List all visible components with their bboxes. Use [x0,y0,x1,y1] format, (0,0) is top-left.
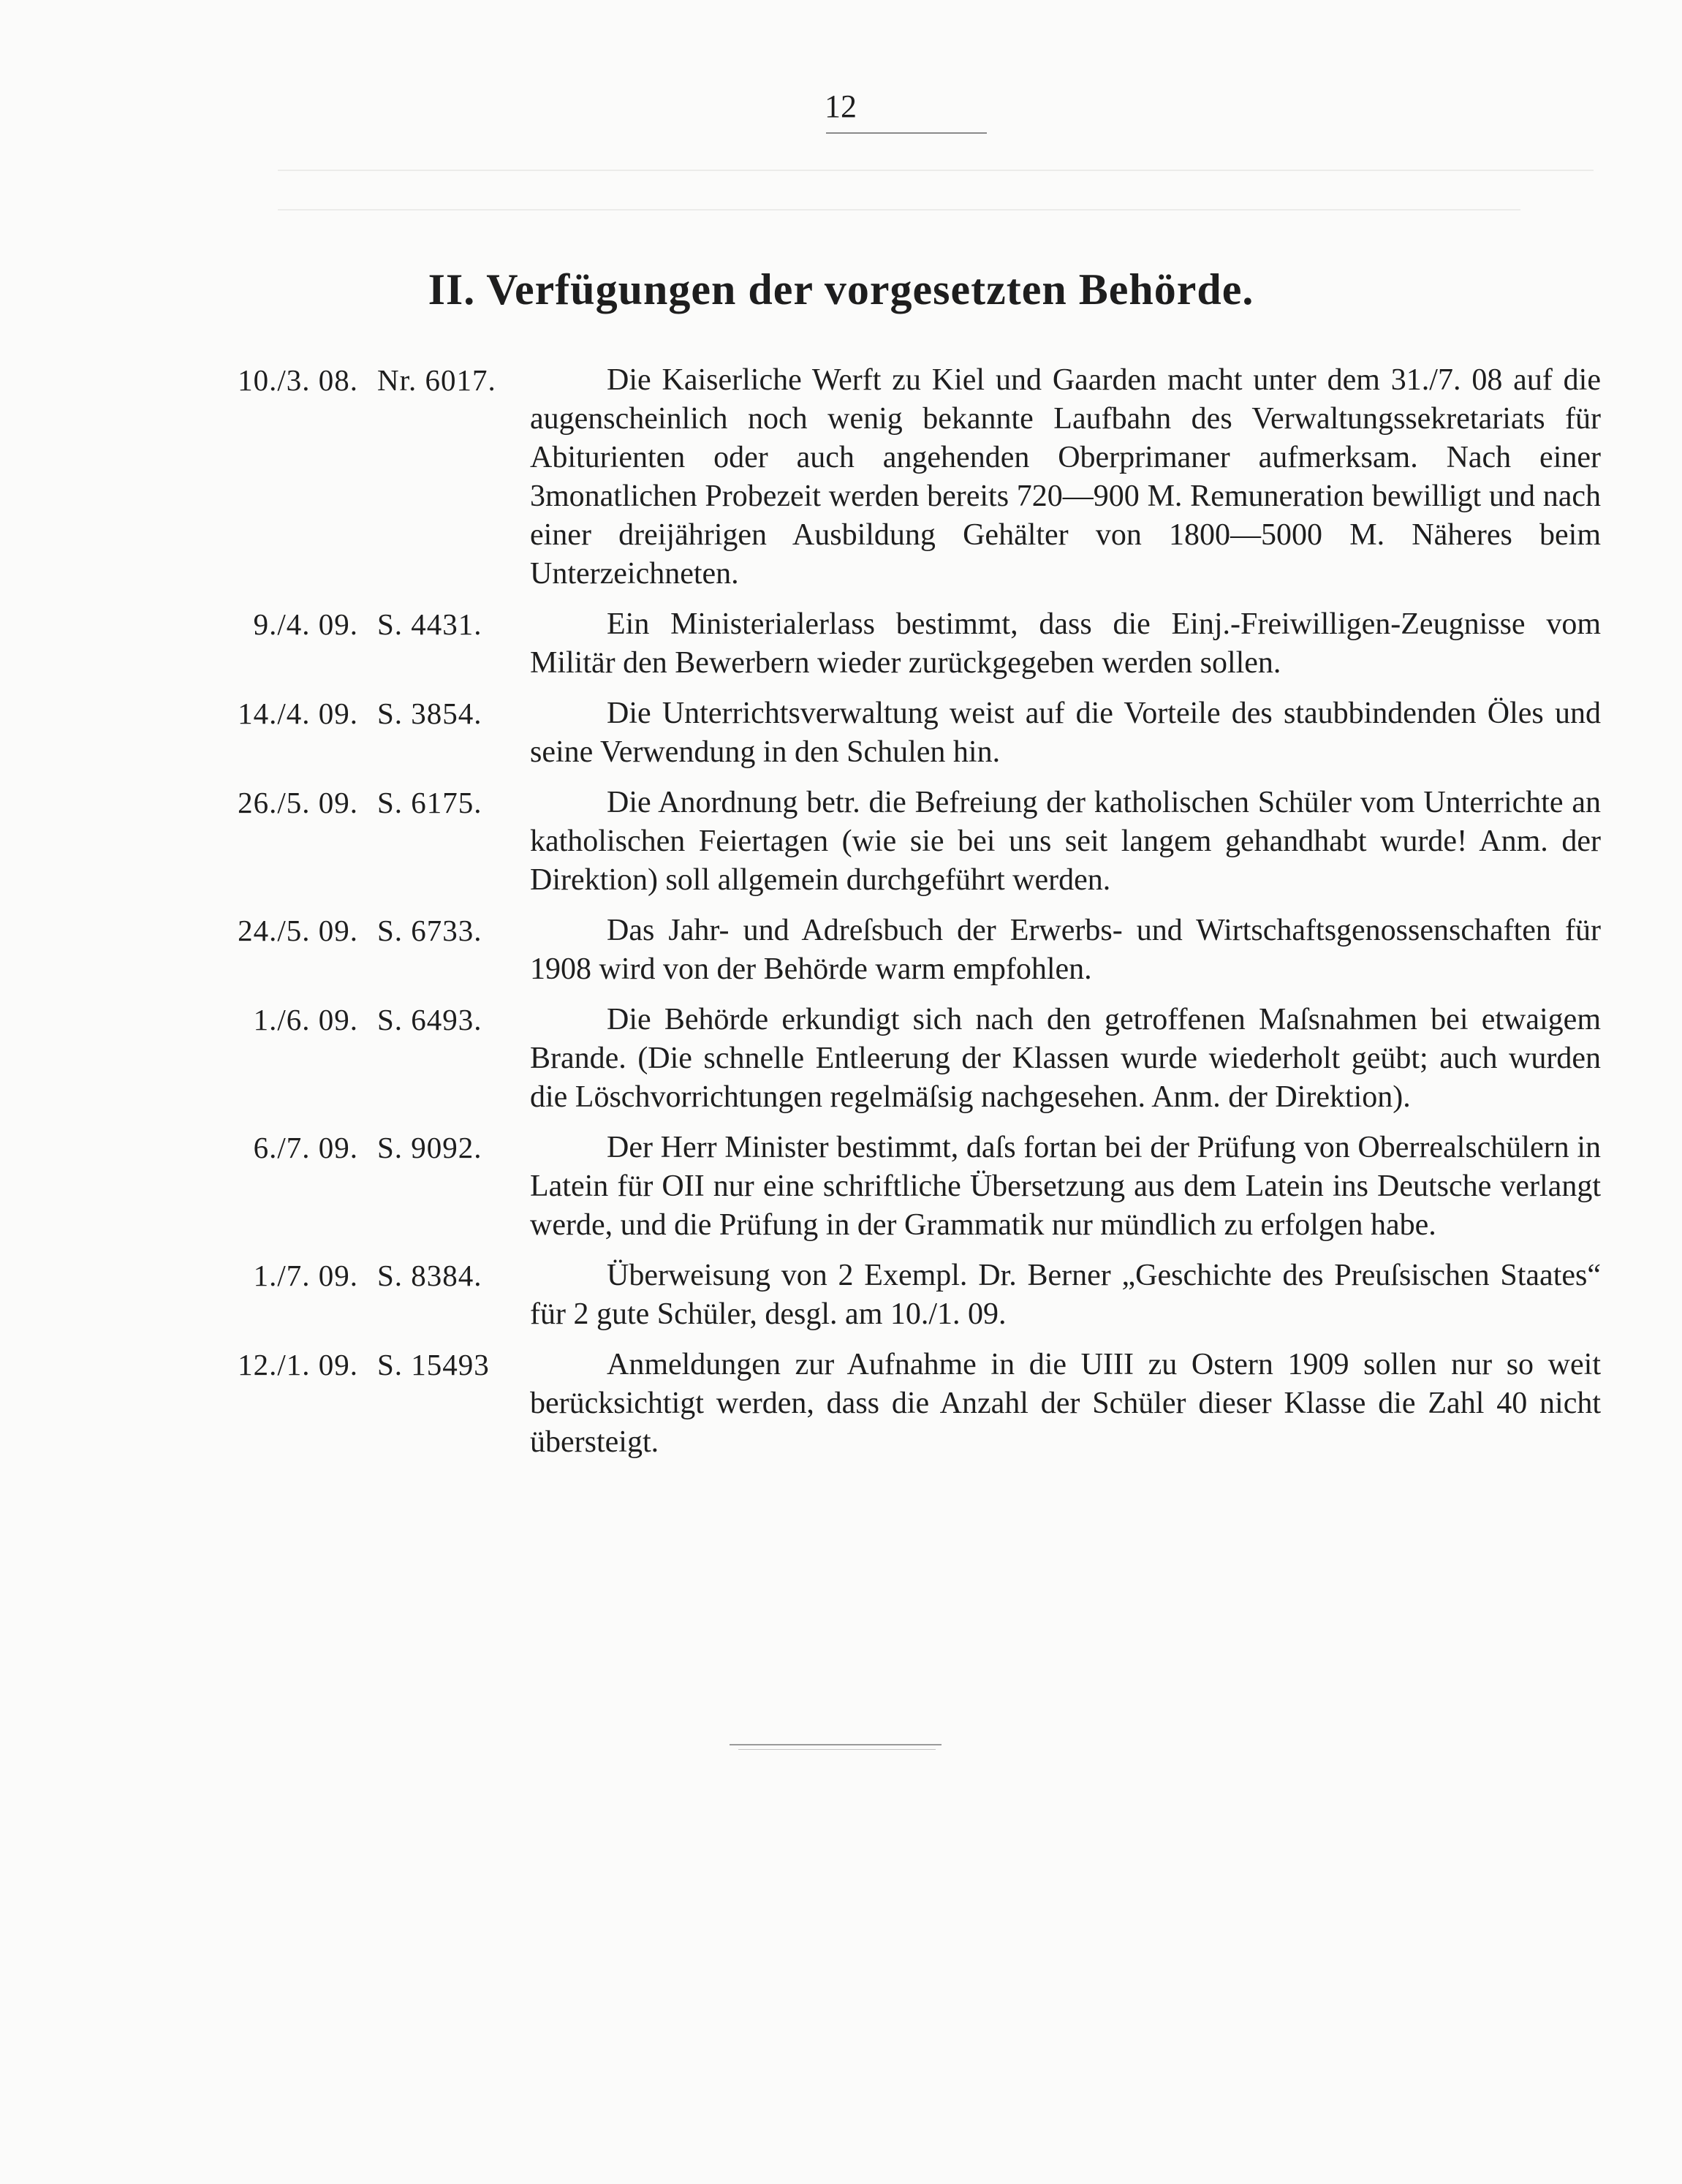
decree-number: S. 6733. [377,914,482,947]
decree-entry [197,605,1601,683]
decree-reference [197,605,519,644]
decree-entry [197,694,1601,772]
decree-text: Anmeldungen zur Aufnahme in die UIII zu Ostern 1909 sollen nur so weit berücksichtigt werden, dass die Anzahl der Schüler dieser Klasse die Zahl 40 nicht übersteigt. [530,1348,1601,1459]
decree-entry [197,1346,1601,1462]
decree-date: 1./7. 09. [253,1259,358,1292]
bleed-through-line [278,209,1520,211]
decree-text: Die Behörde erkundigt sich nach den getroffenen Maſsnahmen bei etwaigem Brande. (Die schnelle Entleerung der Klassen wurde wiederholt geübt; auch wurden die Löschvorrichtungen regelmäſsig nachgesehen. Anm. der Direktion). [530,1003,1601,1114]
bleed-through-line [278,170,1594,171]
decree-date: 1./6. 09. [253,1003,358,1036]
decree-date: 10./3. 08. [238,363,358,397]
decree-date: 14./4. 09. [238,697,358,730]
decree-reference [197,784,519,822]
decree-text: Die Anordnung betr. die Befreiung der katholischen Schüler vom Unterrichte an katholischen Feiertagen (wie sie bei uns seit langem gehandhabt wurde! Anm. der Direktion) soll allgemein durchgeführt werden. [530,786,1601,897]
decree-reference [197,911,519,950]
decree-entry [197,784,1601,900]
decree-reference [197,1001,519,1039]
header-rule [826,132,987,134]
decree-reference [197,694,519,733]
decree-reference [197,1256,519,1295]
decree-number: S. 6493. [377,1003,482,1036]
decree-reference [197,361,519,400]
closing-rule-shadow [738,1749,936,1750]
decree-entry [197,1129,1601,1245]
decree-date: 9./4. 09. [253,607,358,641]
decree-text: Ein Ministerialerlass bestimmt, dass die Einj.-Freiwilligen-Zeugnisse vom Militär den Bewerbern wieder zurückgegeben werden sollen. [530,607,1601,680]
decree-reference [197,1129,519,1167]
closing-rule [730,1744,942,1745]
decree-number: S. 4431. [377,607,482,641]
decree-number: S. 8384. [377,1259,482,1292]
decree-text: Die Kaiserliche Werft zu Kiel und Gaarden macht unter dem 31./7. 08 auf die augenscheinlich noch wenig bekannte Laufbahn des Verwaltungssekretariats für Abiturienten oder auch angehenden Oberprimaner aufmerksam. Nach einer 3monatlichen Probezeit werden bereits 720—900 M. Remuneration bewilligt und nach einer dreijährigen Ausbildung Gehälter von 1800—5000 M. Näheres beim Unterzeichneten. [530,363,1601,591]
decree-date: 6./7. 09. [253,1131,358,1164]
decree-entry [197,361,1601,594]
decree-entry [197,1256,1601,1334]
decree-date: 12./1. 09. [238,1348,358,1381]
decree-number: Nr. 6017. [377,363,496,397]
decree-entry [197,1001,1601,1117]
decree-list [197,361,1601,1462]
decree-date: 24./5. 09. [238,914,358,947]
page-number: 12 [825,88,857,124]
decree-entry [197,911,1601,989]
decree-text: Überweisung von 2 Exempl. Dr. Berner „Geschichte des Preuſsischen Staates“ für 2 gute Schüler, desgl. am 10./1. 09. [530,1259,1601,1331]
decree-number: S. 6175. [377,786,482,819]
decree-number: S. 9092. [377,1131,482,1164]
decree-text: Der Herr Minister bestimmt, daſs fortan bei der Prüfung von Oberrealschülern in Latein für OII nur eine schriftliche Übersetzung aus dem Latein ins Deutsche verlangt werde, und die Prüfung in der Grammatik nur mündlich zu erfolgen habe. [530,1131,1601,1242]
decree-text: Die Unterrichtsverwaltung weist auf die Vorteile des staubbindenden Öles und seine Verwendung in den Schulen hin. [530,697,1601,769]
decree-text: Das Jahr- und Adreſsbuch der Erwerbs- und Wirtschaftsgenossenschaften für 1908 wird von der Behörde warm empfohlen. [530,914,1601,986]
decree-reference [197,1346,519,1384]
decree-date: 26./5. 09. [238,786,358,819]
decree-number: S. 3854. [377,697,482,730]
decree-number: S. 15493 [377,1348,490,1381]
section-heading: II. Verfügungen der vorgesetzten Behörde. [428,265,1254,314]
